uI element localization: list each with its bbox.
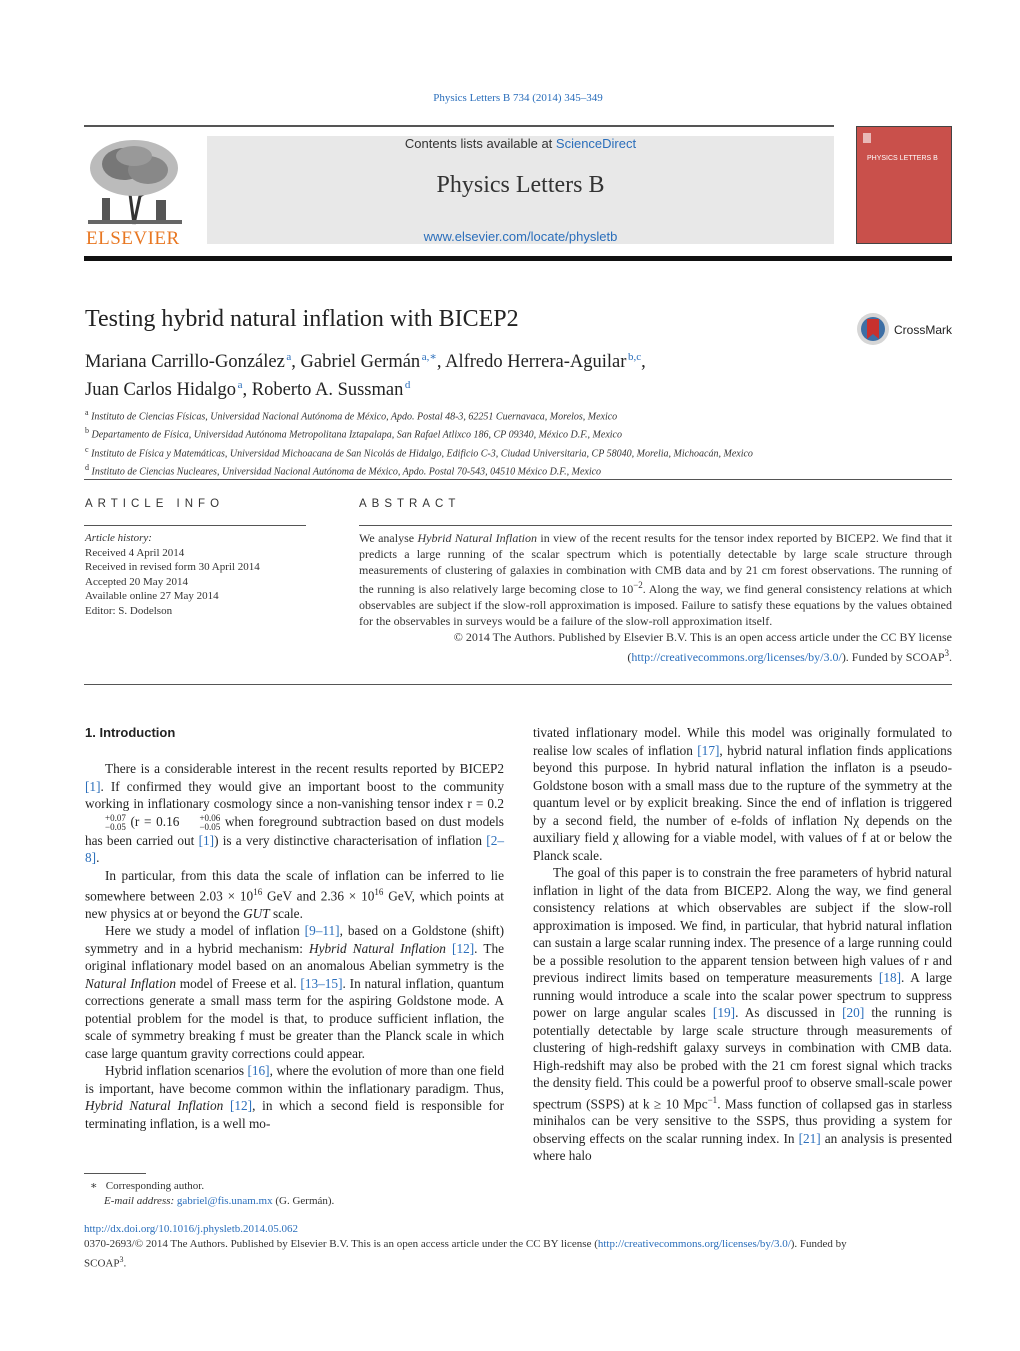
email-link[interactable]: gabriel@fis.unam.mx	[176, 1195, 273, 1207]
affiliation-item	[85, 424, 753, 442]
citation-link[interactable]: [12]	[229, 1098, 253, 1114]
abstract-heading: ABSTRACT	[359, 498, 461, 510]
journal-url-link[interactable]: www.elsevier.com/locate/physletb	[423, 229, 618, 244]
sciencedirect-link[interactable]: ScienceDirect	[555, 136, 637, 151]
contents-line	[207, 136, 834, 151]
author-affil-sup[interactable]: d	[404, 379, 411, 392]
affiliation-list	[85, 406, 753, 479]
abstract-paragraph: We analyse Hybrid Natural Inflation in view of the recent results for the tensor index reported by BICEP2. We find that it predicts a large running of the scalar spectrum which is potentially detectable by large scale structure through measurements of clustering of galaxies in combination with CMB data and by 21 cm forest observations. The running of the running is also relatively large becoming close to $10^{-2}$. Along the way, we find general consistency relations at which observables are subject if the slow-roll approximation is imposed. Failure to satisfy these equations by the values obtained for the observables in surveys would be a failure of the slow-roll approximation itself.	[359, 531, 953, 628]
citation-link[interactable]: [21]	[798, 1130, 821, 1146]
divider	[84, 479, 952, 480]
history-item: Available online 27 May 2014	[85, 590, 219, 602]
crossmark-button[interactable]	[856, 312, 952, 348]
affiliation-key: c	[85, 444, 89, 454]
cover-logo-mark	[863, 133, 871, 143]
body-paragraph: Here we study a model of inflation [9–11], based on a Goldstone (shift) symmetry and in a hybrid mechanism: Hybrid Natural Inflation [12]. The original inflationary model based on an anomalous Abelian symmetry is the Natural Inflation model of Freese et al. [13–15]. In natural inflation, quantum corrections generate a small mass term for the aspiring Goldstone mode. A potential problem for the model is that, to produce sufficient inflation, the scale of symmetry breaking f must be greater than the Planck scale in which case large quantum gravity corrections could appear.	[85, 923, 504, 1061]
journal-name: Physics Letters B	[436, 172, 605, 198]
scoap-end: .	[123, 1257, 127, 1270]
citation-link[interactable]: [9–11]	[304, 923, 340, 939]
doi-link[interactable]: http://dx.doi.org/10.1016/j.physletb.2014.05.062	[84, 1223, 298, 1235]
author-affil-sup[interactable]: b,c	[627, 351, 642, 363]
citation-link[interactable]: [16]	[247, 1063, 270, 1079]
citation-link[interactable]: [20]	[842, 1005, 865, 1020]
author-name[interactable]: Juan Carlos Hidalgo	[85, 380, 237, 401]
author-affil-sup[interactable]: a,∗	[421, 351, 437, 363]
author-name[interactable]: Alfredo Herrera-Aguilar	[445, 352, 627, 373]
article-title: Testing hybrid natural inflation with BICEP2	[85, 306, 519, 332]
article-info-heading: ARTICLE INFO	[85, 498, 225, 510]
citation-link[interactable]: [18]	[878, 970, 902, 985]
publisher-wordmark: ELSEVIER	[86, 228, 180, 249]
contents-prefix: Contents lists available at	[404, 136, 556, 151]
citation-link[interactable]: [1]	[85, 778, 101, 794]
cover-title: PHYSICS LETTERS B	[867, 155, 938, 162]
citation-link[interactable]: [1]	[198, 832, 215, 848]
article-history	[85, 531, 260, 618]
author-name[interactable]: Gabriel Germán	[300, 352, 421, 373]
citation-link[interactable]: [13–15]	[300, 975, 343, 991]
crossmark-icon	[856, 312, 890, 346]
affiliation-text: Departamento de Física, Universidad Autónoma Metropolitana Iztapalapa, San Rafael Atlixco 186, CP 09340, México D.F., Mexico	[91, 429, 622, 441]
footnote-star: ∗	[90, 1180, 98, 1192]
scoap-sup: 3	[119, 1255, 124, 1264]
footer-license-link[interactable]: http://creativecommons.org/licenses/by/3.0/	[597, 1238, 791, 1250]
history-item: Received in revised form 30 April 2014	[85, 561, 260, 573]
history-item: Received 4 April 2014	[85, 546, 185, 559]
scoap-text: SCOAP	[84, 1257, 120, 1270]
citation-link[interactable]: [12]	[452, 940, 475, 956]
affiliation-text: Instituto de Ciencias Físicas, Universidad Nacional Autónoma de México, Apdo. Postal 48-3, 62251 Cuernavaca, Morelos, Mexico	[91, 411, 618, 423]
abstract-copyright: © 2014 The Authors. Published by Elsevier B.V. This is an open access article under the CC BY license (http://creativecommons.org/licenses/by/3.0/). Funded by SCOAP$^3$.	[453, 629, 952, 664]
affiliation-text: Instituto de Ciencias Nucleares, Universidad Nacional Autónoma de México, Apdo. Postal 70-543, 04510 México D.F., Mexico	[91, 466, 602, 478]
body-paragraph: tivated inflationary model. While this model was originally formulated to realise low scales of inflation [17], hybrid natural inflation finds applications beyond this purpose. In hybrid natural inflation the inflaton is a pseudo-Goldstone boson with a small mass due to the rupture of the symmetry at the quantum level or by explicit breaking. Since the end of inflation is triggered by a second field, the number of e-folds of inflation Nχ depends on the auxiliary field χ allowing for a viable model, with values of f at or below the Planck scale.	[533, 725, 952, 863]
body-paragraph: Hybrid inflation scenarios [16], where the evolution of more than one field is important, have become common within the inflationary paradigm. Thus, Hybrid Natural Inflation [12], in which a second field is responsible for terminating inflation, is a well mo-	[85, 1063, 505, 1131]
affiliation-item	[85, 443, 753, 461]
crossmark-label: CrossMark	[894, 323, 953, 337]
email-name: (G. Germán).	[272, 1195, 335, 1207]
affiliation-item	[85, 406, 753, 424]
body-paragraph: In particular, from this data the scale of inflation can be inferred to lie somewhere between $2.03 \times 10^{16}$ GeV and $2.36 \times 10^{16}$ GeV, which points at new physics at or beyond the GUT scale.	[85, 867, 504, 921]
body-paragraph: The goal of this paper is to constrain the free parameters of hybrid natural inflation in light of the data from BICEP2. Along the way, we find general consistency relations at which observables are subject if the slow-roll approximation is imposed. We find, in particular, that hybrid natural inflation can sustain a large scalar running index. The presence of a large running could be a possible resolution to the apparent tension between high values of r and previous indirect limits based on temperature measurements [18]. A large running would introduce a scale into the scalar power spectrum to suppress power on large angular scales [19]. As discussed in [20] the running is potentially detectable by large scale structure through measurements of clustering of high-redshift galaxy surveys in combination with CMB data. High-redshift may also be probed with the 21 cm forest signal which tracks the density field. This could be a powerful proof to observe small-scale power spectrum (SSPS) at k ≥ 10 Mpc$^{-1}$. Mass function of collapsed gas in starless minihalos can be very sensitive to the SSPS, thus providing a system for observing effects on the scalar running index. In [21] an analysis is presented where halo	[533, 865, 953, 1164]
divider	[359, 525, 952, 526]
citation-link[interactable]: [2–8]	[85, 832, 504, 865]
history-label: Article history:	[85, 532, 152, 544]
license-link[interactable]: http://creativecommons.org/licenses/by/3.0/	[631, 649, 842, 664]
author-affil-sup[interactable]: a	[237, 379, 243, 392]
body-paragraph: There is a considerable interest in the recent results reported by BICEP2 [1]. If confirmed they would give an important boost to the community working in inflationary cosmology since a non-vanishing tensor index r = 0.2 +0.07 −0.05 (r = 0.16 +0.06 −0.05 when foreground subtraction based on dust models has been carried out [1]) is a very distinctive characterisation of inflation [2–8].	[85, 761, 504, 865]
divider	[84, 684, 952, 685]
right-column	[533, 724, 952, 1165]
header-rule-top	[84, 125, 834, 127]
author-affil-sup[interactable]: a	[286, 351, 292, 363]
affiliation-key: a	[85, 408, 89, 417]
footnote	[84, 1179, 334, 1209]
history-item: Accepted 20 May 2014	[85, 575, 188, 588]
author-name[interactable]: Mariana Carrillo-González	[85, 352, 285, 373]
corresponding-author: Corresponding author.	[105, 1180, 205, 1192]
journal-reference[interactable]: Physics Letters B 734 (2014) 345–349	[433, 92, 603, 104]
editor: Editor: S. Dodelson	[85, 604, 173, 617]
affiliation-key: b	[85, 426, 89, 436]
license-text: 0370-2693/© 2014 The Authors. Published by Elsevier B.V. This is an open access article under the CC BY license (	[84, 1238, 598, 1250]
author-name[interactable]: Roberto A. Sussman	[251, 380, 404, 401]
citation-link[interactable]: [17]	[697, 742, 720, 758]
author-list: Mariana Carrillo-González $^a$, Gabriel Germán $^{a,∗}$, Alfredo Herrera-Aguilar $^{b,c}$, Juan Carlos Hidalgo $^a$, Roberto A. Sussman $^d$	[85, 351, 646, 401]
section-heading: 1. Introduction	[85, 725, 176, 740]
abstract-body	[359, 531, 952, 665]
affiliation-key: d	[85, 462, 89, 472]
page-footer	[84, 1222, 952, 1272]
divider	[84, 525, 306, 526]
journal-cover-image	[856, 126, 952, 244]
left-column	[85, 760, 504, 1132]
citation-link[interactable]: [19]	[712, 1005, 736, 1020]
affiliation-item	[85, 461, 753, 479]
header-rule-bottom	[84, 256, 952, 261]
funding-text: ). Funded by	[790, 1238, 847, 1250]
footnote-rule	[84, 1173, 146, 1174]
affiliation-text: Instituto de Física y Matemáticas, Universidad Michoacana de San Nicolás de Hidalgo, Edificio C-3, Ciudad Universitaria, CP 58040, Morelia, Michoacán, Mexico	[91, 447, 753, 459]
email-label: E-mail address:	[104, 1195, 177, 1207]
